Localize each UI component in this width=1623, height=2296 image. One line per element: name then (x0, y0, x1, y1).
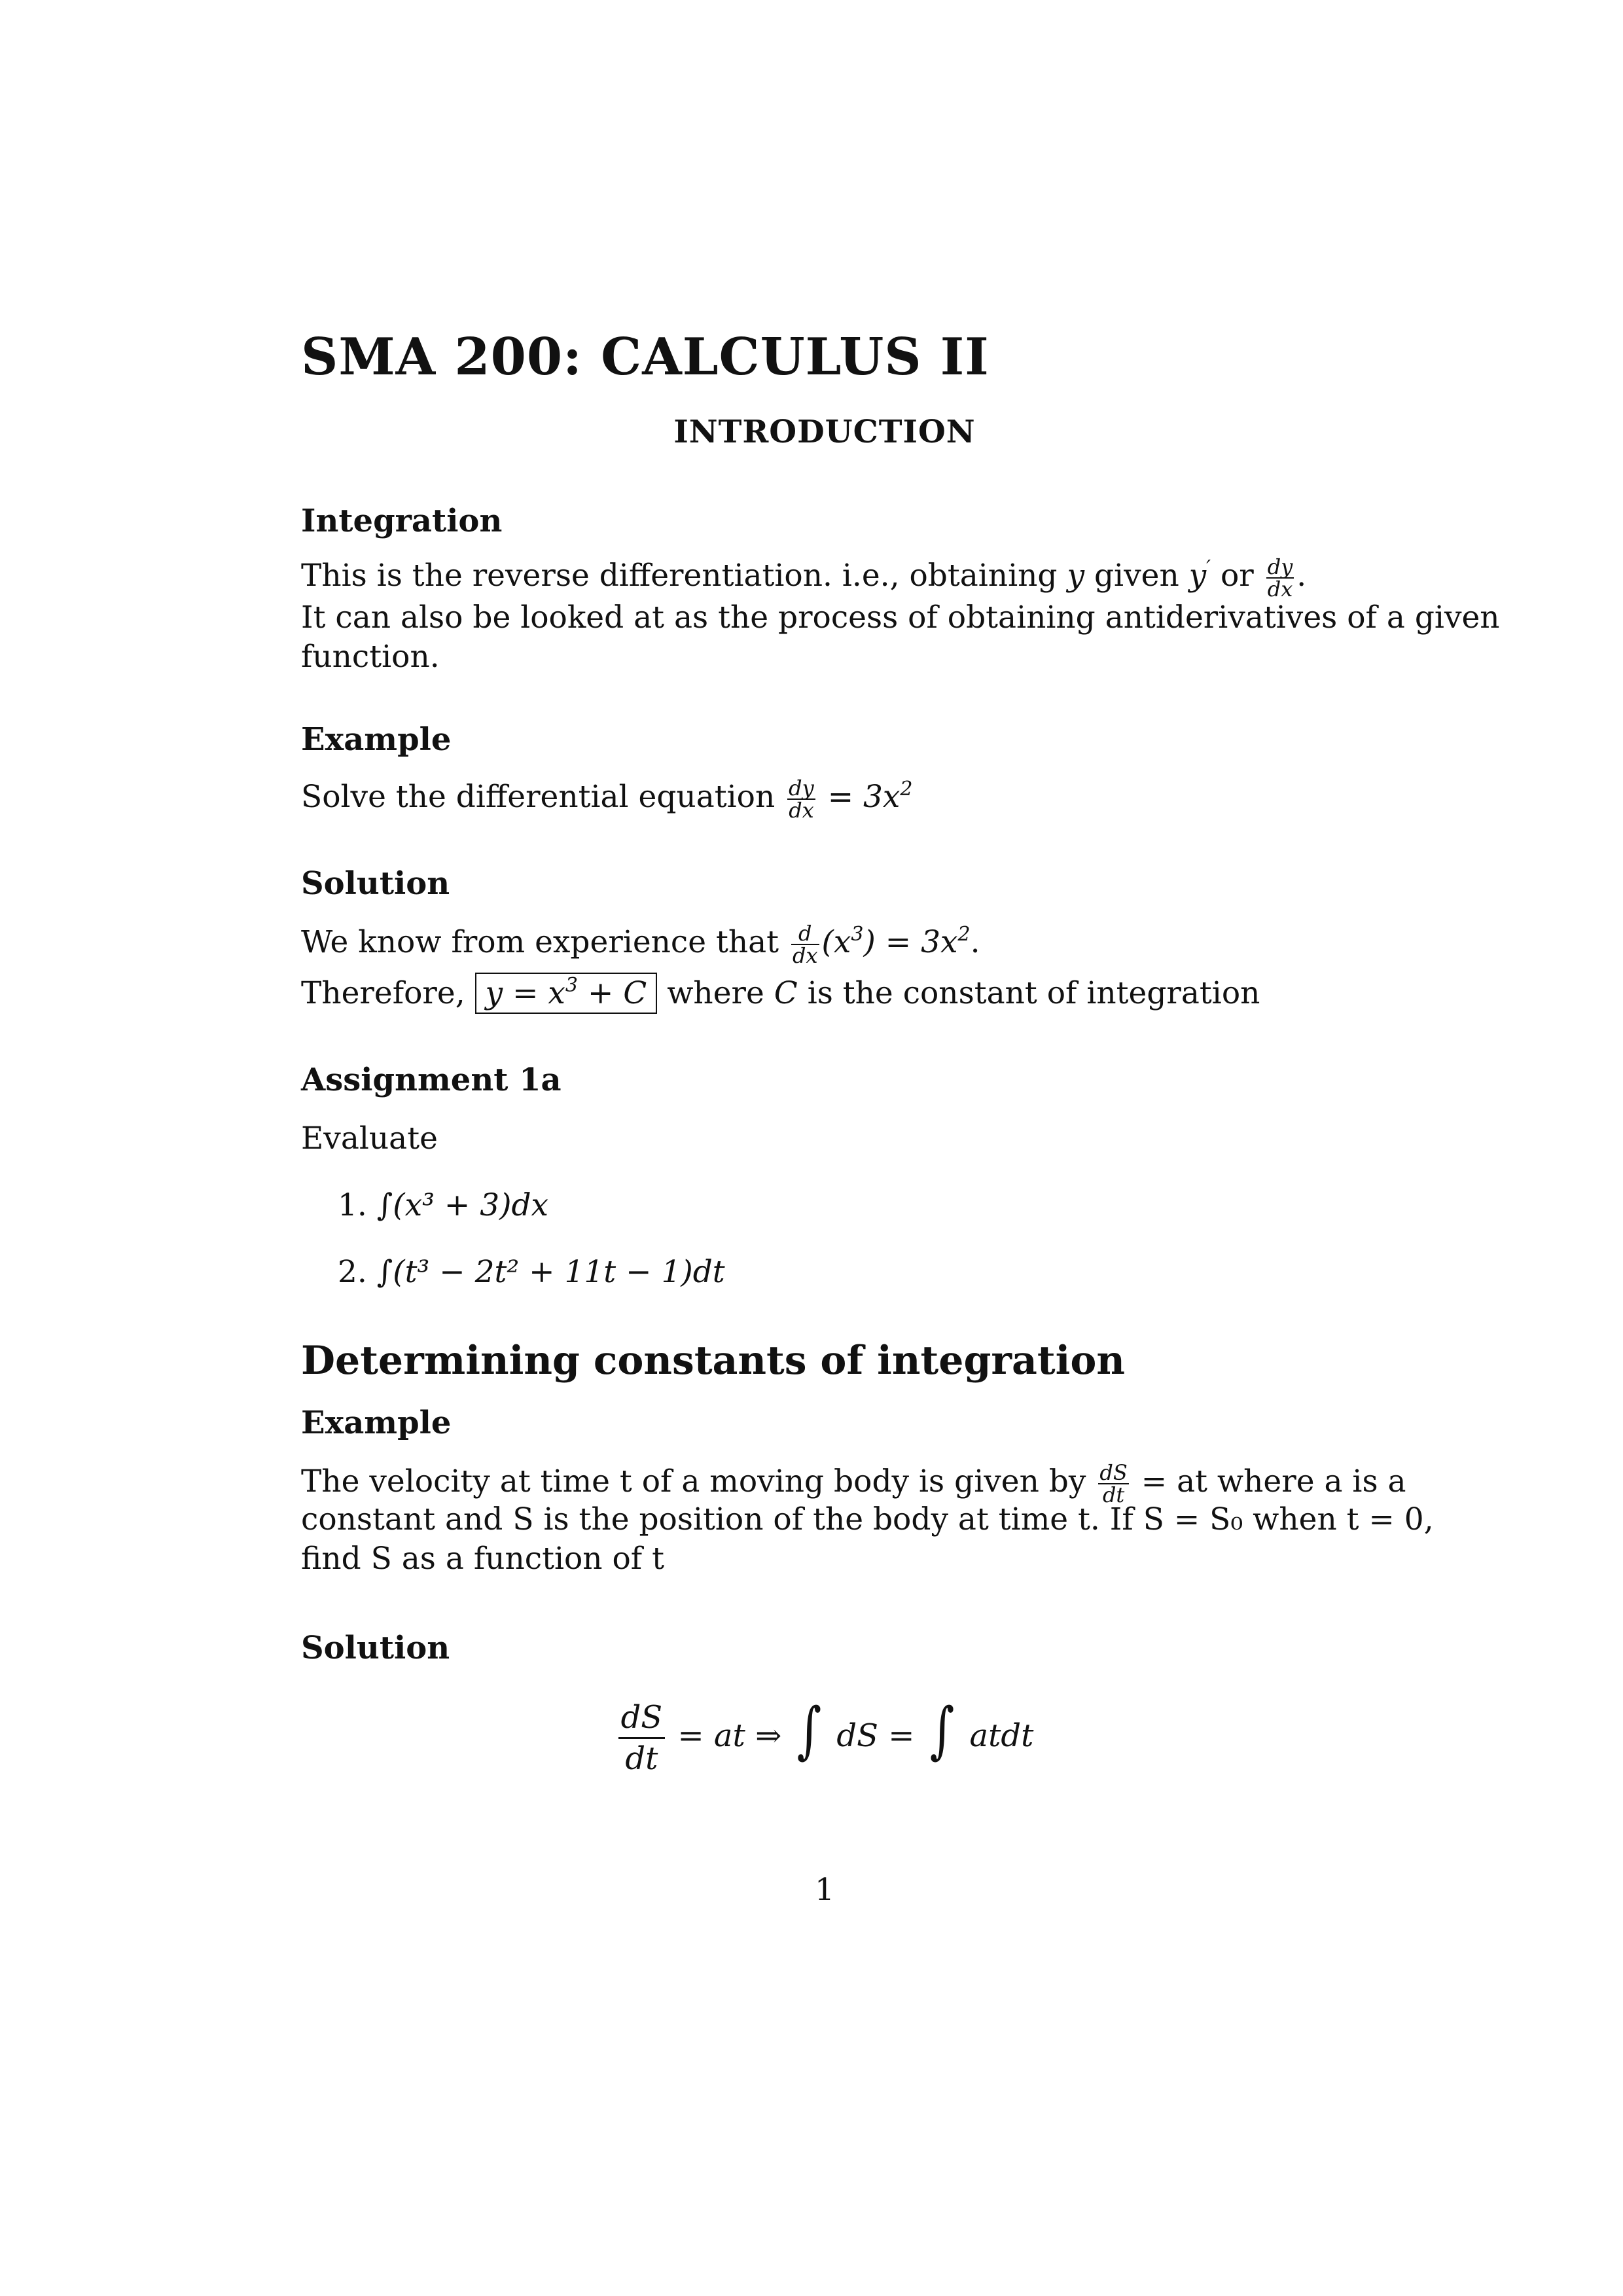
ds-dt-fraction: $\frac{dS}{dt}$ (1099, 1460, 1128, 1507)
solution-2-heading: Solution (301, 1630, 450, 1666)
integration-heading: Integration (301, 503, 503, 539)
integration-line-3: function. (301, 639, 440, 675)
solution-1-line-2: Therefore, $y = x^3 + C$ where C is the constant of integration (301, 973, 1260, 1014)
given-word: given (1094, 558, 1179, 594)
y-prime: y′ (1188, 556, 1211, 594)
assignment-intro: Evaluate (301, 1121, 438, 1157)
page-number: 1 (815, 1872, 834, 1908)
assignment-heading: Assignment 1a (301, 1062, 562, 1098)
solution-1-line-1: We know from experience that $\frac{d}{dx}$ $(x^3) = 3x^2$. (301, 921, 980, 968)
integral-sign-1: ∫ (796, 1694, 822, 1766)
example-1-heading: Example (301, 721, 452, 758)
solution-1-heading: Solution (301, 865, 450, 902)
assignment-item-1: 1. ∫(x³ + 3)dx (338, 1187, 549, 1223)
solution-1-line-1-text: We know from experience that (301, 924, 779, 960)
section-2-heading: Determining constants of integration (301, 1338, 1126, 1384)
example-2-heading: Example (301, 1405, 452, 1441)
or-word: or (1221, 558, 1254, 594)
integration-line-1: This is the reverse differentiation. i.e., obtaining y given y′ or $\frac{dy}{dx}$ . (301, 554, 1307, 601)
integration-line-1-text: This is the reverse differentiation. i.e., obtaining (301, 558, 1058, 594)
integral-sign-2: ∫ (929, 1694, 955, 1766)
course-title: SMA 200: CALCULUS II (301, 327, 990, 387)
dy-dx-fraction: $\frac{dy}{dx}$ (1267, 554, 1293, 601)
velocity-line-3: find S as a function of t (301, 1541, 665, 1577)
constant-text: is the constant of integration (807, 975, 1260, 1011)
var-y: y (1067, 558, 1084, 594)
velocity-line-2: constant and S is the position of the body at time t. If S = S₀ when t = 0, (301, 1501, 1434, 1537)
solution-2-equation: $\frac{dS}{dt}$ = at ⇒ ∫ dS = ∫ atdt (0, 1702, 1623, 1774)
example-1-label: Solve the differential equation (301, 779, 776, 815)
integration-line-2: It can also be looked at as the process of obtaining antiderivatives of a given (301, 600, 1500, 636)
example-1-rhs: = $3x^2$ (827, 778, 913, 815)
d-dx-fraction: $\frac{d}{dx}$ (793, 921, 818, 968)
dy-dx-fraction-2: $\frac{dy}{dx}$ (789, 776, 814, 823)
assignment-item-2: 2. ∫(t³ − 2t² + 11t − 1)dt (338, 1254, 725, 1290)
intro-heading: INTRODUCTION (673, 414, 976, 450)
example-1-text (301, 778, 913, 821)
velocity-line-1: The velocity at time t of a moving body is given by $\frac{dS}{dt}$ = at where a is a (301, 1460, 1406, 1507)
ds-dt-display-fraction: $\frac{dS}{dt}$ (618, 1702, 666, 1774)
therefore-word: Therefore, (301, 975, 465, 1011)
where-word: where (667, 975, 764, 1011)
boxed-solution: $y = x^3 + C$ (475, 973, 658, 1014)
